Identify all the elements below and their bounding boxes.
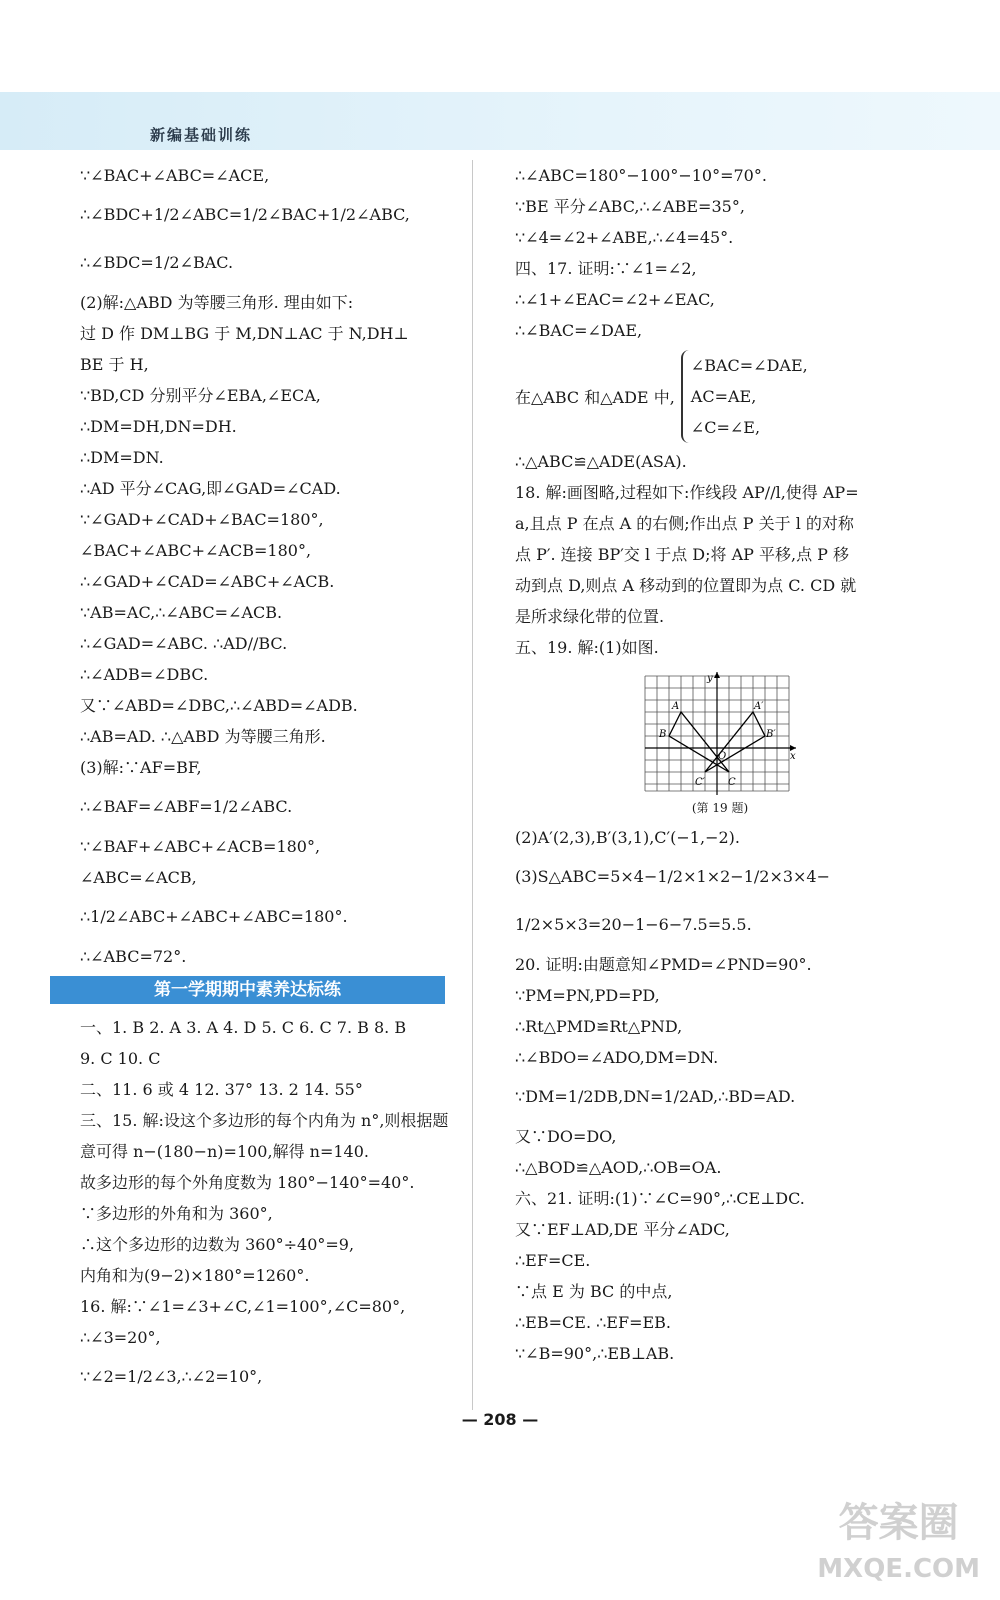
- text-line: 18. 解:画图略,过程如下:作线段 AP//l,使得 AP=: [515, 483, 859, 502]
- congruence-system: [515, 346, 915, 446]
- text-line: 二、11. 6 或 4 12. 37° 13. 2 14. 55°: [80, 1080, 363, 1099]
- label-c-prime: C′: [695, 777, 705, 788]
- text-line: ∵DM=1/2DB,DN=1/2AD,∴BD=AD.: [515, 1087, 796, 1106]
- text-line: ∴∠GAD+∠CAD=∠ABC+∠ACB.: [80, 572, 335, 591]
- figure-19: [640, 671, 800, 816]
- text-line: ∴∠BAF=∠ABF=1/2∠ABC.: [80, 797, 293, 816]
- book-title: 新编基础训练: [150, 126, 253, 144]
- text-line: (2)解:△ABD 为等腰三角形. 理由如下:: [80, 293, 354, 312]
- text-line: ∴Rt△PMD≌Rt△PND,: [515, 1017, 683, 1036]
- text-line: 内角和为(9−2)×180°=1260°.: [80, 1266, 310, 1285]
- text-line: ∴∠BDC+1/2∠ABC=1/2∠BAC+1/2∠ABC,: [80, 205, 410, 224]
- watermark-text: 答案圈: [838, 1500, 959, 1546]
- system-line: AC=AE,: [690, 386, 757, 406]
- text-line: 又∵∠ABD=∠DBC,∴∠ABD=∠ADB.: [80, 696, 358, 715]
- text-line: ∠ABC=∠ACB,: [80, 868, 197, 887]
- system-line: ∠BAC=∠DAE,: [690, 355, 808, 375]
- text-line: 四、17. 证明:∵∠1=∠2,: [515, 259, 697, 278]
- label-a: A: [672, 701, 680, 712]
- text-line: (2)A′(2,3),B′(3,1),C′(−1,−2).: [515, 828, 740, 847]
- text-line: 又∵EF⊥AD,DE 平分∠ADC,: [515, 1220, 730, 1239]
- text-line: ∵BD,CD 分别平分∠EBA,∠ECA,: [80, 386, 321, 405]
- text-line: ∠BAC+∠ABC+∠ACB=180°,: [80, 541, 312, 560]
- text-line: ∴∠BAC=∠DAE,: [515, 321, 643, 340]
- text-line: ∵PM=PN,PD=PD,: [515, 986, 660, 1005]
- axis-y-label: y: [707, 673, 713, 684]
- text-line: ∴∠ADB=∠DBC.: [80, 665, 209, 684]
- text-line: 1/2×5×3=20−1−6−7.5=5.5.: [515, 915, 752, 934]
- label-c: C: [728, 777, 736, 788]
- right-column: [515, 160, 915, 1369]
- left-column: [80, 160, 460, 1401]
- text-line: ∵∠BAF+∠ABC+∠ACB=180°,: [80, 837, 321, 856]
- text-line: 又∵DO=DO,: [515, 1127, 617, 1146]
- text-line: ∴EF=CE.: [515, 1251, 591, 1270]
- text-line: 9. C 10. C: [80, 1049, 161, 1068]
- text-line: (3)解:∵AF=BF,: [80, 758, 202, 777]
- section-title: 第一学期期中素养达标练: [50, 976, 445, 1004]
- text-line: 故多边形的每个外角度数为 180°−140°=40°.: [80, 1173, 415, 1192]
- text-line: 点 P′. 连接 BP′交 l 于点 D;将 AP 平移,点 P 移: [515, 545, 850, 564]
- text-line: 意可得 n−(180−n)=100,解得 n=140.: [80, 1142, 369, 1161]
- text-line: ∵∠2=1/2∠3,∴∠2=10°,: [80, 1367, 263, 1386]
- text-line: ∴1/2∠ABC+∠ABC+∠ABC=180°.: [80, 907, 348, 926]
- column-divider: [472, 160, 473, 1410]
- text-line: 16. 解:∵∠1=∠3+∠C,∠1=100°,∠C=80°,: [80, 1297, 406, 1316]
- page-number: — 208 —: [461, 1410, 539, 1429]
- system-line: ∠C=∠E,: [690, 417, 761, 437]
- text-line: 一、1. B 2. A 3. A 4. D 5. C 6. C 7. B 8. B: [80, 1018, 407, 1037]
- text-line: 三、15. 解:设这个多边形的每个内角为 n°,则根据题: [80, 1111, 449, 1130]
- text-line: ∵点 E 为 BC 的中点,: [515, 1282, 673, 1301]
- watermark-url: MXQE.COM: [817, 1554, 980, 1584]
- label-origin: O: [718, 751, 727, 762]
- text-line: ∴∠3=20°,: [80, 1328, 161, 1347]
- text-line: ∴EB=CE. ∴EF=EB.: [515, 1313, 672, 1332]
- label-b: B: [659, 729, 667, 740]
- text-line: ∴∠BDC=1/2∠BAC.: [80, 253, 234, 272]
- coordinate-grid-figure: [640, 671, 800, 796]
- text-line: 20. 证明:由题意知∠PMD=∠PND=90°.: [515, 955, 812, 974]
- text-line: ∴这个多边形的边数为 360°÷40°=9,: [80, 1235, 355, 1254]
- watermark-logo: [817, 1500, 980, 1592]
- label-b-prime: B′: [766, 729, 776, 740]
- text-line: ∵∠B=90°,∴EB⊥AB.: [515, 1344, 675, 1363]
- text-line: ∵∠GAD+∠CAD+∠BAC=180°,: [80, 510, 324, 529]
- text-line: (3)S△ABC=5×4−1/2×1×2−1/2×3×4−: [515, 867, 831, 886]
- text-line: ∵∠4=∠2+∠ABE,∴∠4=45°.: [515, 228, 734, 247]
- text-line: ∴∠ABC=180°−100°−10°=70°.: [515, 166, 767, 185]
- text-line: ∴∠GAD=∠ABC. ∴AD//BC.: [80, 634, 288, 653]
- text-line: ∵∠BAC+∠ABC=∠ACE,: [80, 166, 270, 185]
- figure-caption: (第 19 题): [691, 801, 749, 815]
- text-line: a,且点 P 在点 A 的右侧;作出点 P 关于 l 的对称: [515, 514, 854, 533]
- system-prefix: 在△ABC 和△ADE 中,: [515, 387, 675, 407]
- text-line: ∴△BOD≌△AOD,∴OB=OA.: [515, 1158, 722, 1177]
- text-line: ∴∠BDO=∠ADO,DM=DN.: [515, 1048, 719, 1067]
- text-line: 动到点 D,则点 A 移动到的位置即为点 C. CD 就: [515, 576, 857, 595]
- text-line: ∴∠ABC=72°.: [80, 947, 187, 966]
- text-line: ∴AB=AD. ∴△ABD 为等腰三角形.: [80, 727, 326, 746]
- text-line: ∴DM=DN.: [80, 448, 164, 467]
- text-line: ∴DM=DH,DN=DH.: [80, 417, 237, 436]
- text-line: ∴∠1+∠EAC=∠2+∠EAC,: [515, 290, 715, 309]
- text-line: 过 D 作 DM⊥BG 于 M,DN⊥AC 于 N,DH⊥: [80, 324, 409, 343]
- text-line: 是所求绿化带的位置.: [515, 607, 665, 626]
- text-line: ∵BE 平分∠ABC,∴∠ABE=35°,: [515, 197, 745, 216]
- axis-x-label: x: [790, 751, 796, 762]
- text-line: ∴AD 平分∠CAG,即∠GAD=∠CAD.: [80, 479, 341, 498]
- text-line: ∵AB=AC,∴∠ABC=∠ACB.: [80, 603, 283, 622]
- system-brace: [681, 350, 808, 443]
- text-line: 五、19. 解:(1)如图.: [515, 638, 659, 657]
- label-a-prime: A′: [754, 701, 764, 712]
- text-line: 六、21. 证明:(1)∵∠C=90°,∴CE⊥DC.: [515, 1189, 805, 1208]
- text-line: BE 于 H,: [80, 355, 149, 374]
- text-line: ∴△ABC≌△ADE(ASA).: [515, 452, 687, 471]
- text-line: ∵多边形的外角和为 360°,: [80, 1204, 273, 1223]
